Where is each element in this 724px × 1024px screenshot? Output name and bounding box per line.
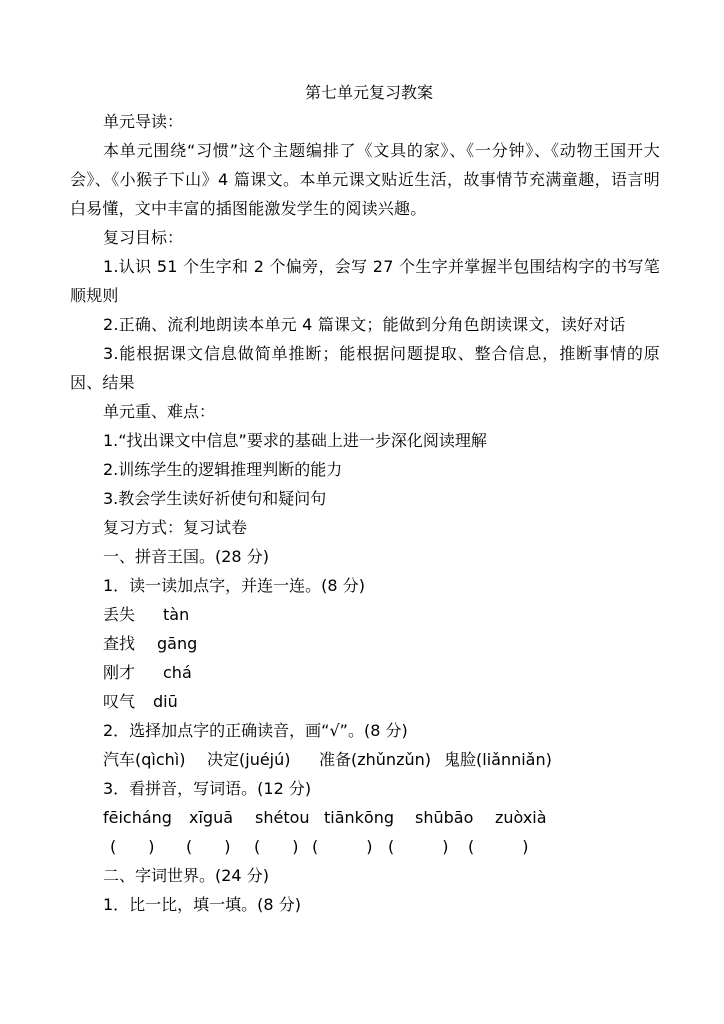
key-point-item: 2.训练学生的逻辑推理判断的能力 [103, 460, 343, 479]
match-pinyin: chá [163, 663, 192, 682]
match-pinyin: gāng [157, 634, 198, 653]
review-method: 复习方式：复习试卷 [103, 518, 248, 537]
page-title: 第七单元复习教案 [304, 83, 433, 102]
answer-blank[interactable]: ( ) [468, 837, 529, 856]
key-points-heading: 单元重、难点： [103, 402, 216, 421]
match-word: 刚才 [103, 663, 136, 682]
goal-item: 1.认识 51 个生字和 2 个偏旁，会写 27 个生字并掌握半包围结构字的书写笔顺规则 [70, 257, 660, 305]
pinyin-word: tiānkōng [324, 808, 395, 827]
pinyin-word: zuòxià [495, 808, 547, 827]
pinyin-word: shūbāo [415, 808, 474, 827]
pinyin-word: xīguā [189, 808, 234, 827]
match-pinyin: tàn [163, 605, 190, 624]
match-word: 查找 [103, 634, 136, 653]
reading-option: 汽车(qìchì) [103, 750, 186, 769]
answer-blank[interactable]: ( ) [312, 837, 373, 856]
answer-blank[interactable]: ( ) [388, 837, 449, 856]
q1-heading: 1．读一读加点字，并连一连。(8 分) [103, 576, 365, 595]
match-pair [70, 658, 660, 687]
match-pair [70, 629, 660, 658]
key-point-item: 3.教会学生读好祈使句和疑问句 [103, 489, 327, 508]
reading-option: 决定(juéjú) [207, 750, 291, 769]
goals-heading: 复习目标： [103, 228, 184, 247]
match-word: 叹气 [103, 692, 136, 711]
q3-heading: 3．看拼音，写词语。(12 分) [103, 779, 312, 798]
pinyin-word: shétou [255, 808, 310, 827]
guide-heading: 单元导读： [103, 112, 184, 131]
guide-paragraph: 本单元围绕“习惯”这个主题编排了《文具的家》、《一分钟》、《动物王国开大会》、《小猴子下山》4 篇课文。本单元课文贴近生活，故事情节充满童趣，语言明白易懂，文中丰富的插图能激发学生的阅读兴趣。 [70, 141, 660, 218]
q3-pinyin-row [70, 803, 660, 832]
section2-q1-heading: 1．比一比，填一填。(8 分) [103, 895, 301, 914]
goal-item: 3.能根据课文信息做简单推断；能根据问题提取、整合信息，推断事情的原因、结果 [70, 344, 660, 392]
match-pinyin: diū [153, 692, 178, 711]
q2-options [70, 745, 660, 774]
q2-heading: 2．选择加点字的正确读音，画“√”。(8 分) [103, 721, 408, 740]
goal-item: 2.正确、流利地朗读本单元 4 篇课文；能做到分角色朗读课文，读好对话 [103, 315, 626, 334]
match-pair [70, 687, 660, 716]
match-pair [70, 600, 660, 629]
pinyin-word: fēicháng [103, 808, 172, 827]
answer-blank[interactable]: ( ) [254, 837, 299, 856]
answer-blank[interactable]: ( ) [110, 837, 155, 856]
reading-option: 鬼脸(liǎnniǎn) [444, 750, 552, 769]
section1-heading: 一、拼音王国。(28 分) [103, 547, 269, 566]
match-word: 丢失 [103, 605, 136, 624]
reading-option: 准备(zhǔnzǔn) [319, 750, 431, 769]
answer-blank[interactable]: ( ) [186, 837, 231, 856]
document-page [70, 78, 660, 919]
q3-answer-row [70, 832, 660, 861]
key-point-item: 1.“找出课文中信息”要求的基础上进一步深化阅读理解 [103, 431, 487, 450]
section2-heading: 二、字词世界。(24 分) [103, 866, 269, 885]
